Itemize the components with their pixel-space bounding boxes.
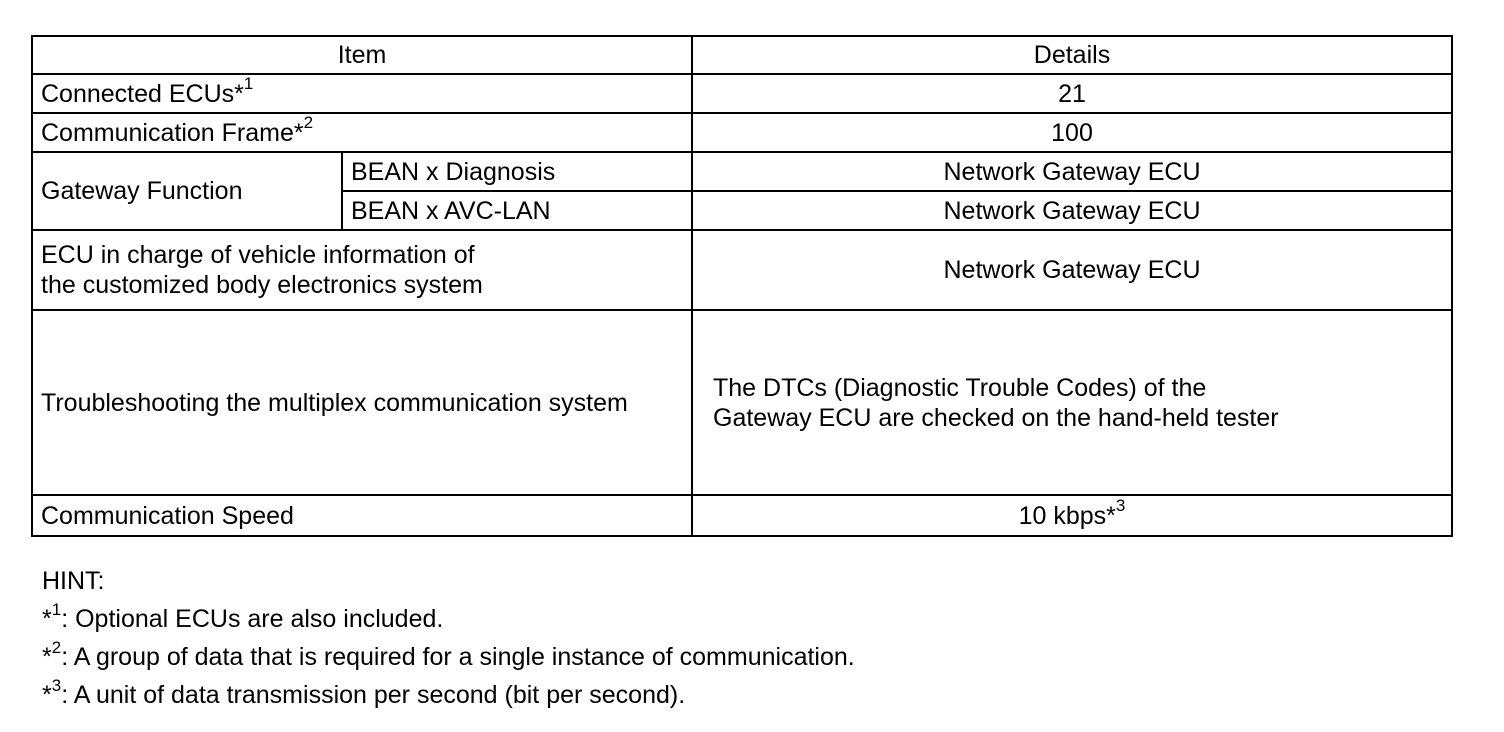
hint-note-1 (42, 600, 855, 638)
specification-table (31, 35, 1453, 537)
table-row-communication-frame (32, 113, 1452, 152)
footnote-ref-2: 2 (303, 113, 314, 133)
hint-note-1-text: : Optional ECUs are also included. (61, 605, 444, 633)
asterisk-mark: * (42, 643, 52, 671)
asterisk-mark: * (42, 681, 52, 709)
item-ecu-in-charge (32, 230, 692, 310)
details-troubleshooting-line2: Gateway ECU are checked on the hand-held tester (713, 403, 1279, 432)
subitem-bean-avc-lan: BEAN x AVC-LAN (342, 191, 692, 230)
table-row-ecu-in-charge (32, 230, 1452, 310)
details-bean-avc-lan: Network Gateway ECU (692, 191, 1452, 230)
details-communication-speed (692, 495, 1452, 536)
footnote-number-1: 1 (51, 599, 62, 619)
details-communication-speed-value: 10 kbps (1018, 501, 1107, 530)
details-troubleshooting (692, 310, 1452, 495)
details-ecu-in-charge: Network Gateway ECU (692, 230, 1452, 310)
details-troubleshooting-line1: The DTCs (Diagnostic Trouble Codes) of the (713, 373, 1207, 402)
item-troubleshooting: Troubleshooting the multiplex communication system (32, 310, 692, 495)
item-communication-frame (32, 113, 692, 152)
footnote-number-3: 3 (51, 675, 62, 695)
asterisk-mark: * (42, 605, 52, 633)
table-row-troubleshooting (32, 310, 1452, 495)
hint-note-3-text: : A unit of data transmission per second (bit per second). (61, 681, 686, 709)
hint-section (42, 562, 855, 714)
header-item: Item (32, 36, 692, 74)
hint-title: HINT: (42, 567, 105, 595)
item-ecu-in-charge-line1: ECU in charge of vehicle information of (41, 241, 475, 269)
table-row-connected-ecus (32, 74, 1452, 113)
header-details: Details (692, 36, 1452, 74)
item-connected-ecus-label: Connected ECUs (41, 79, 235, 108)
hint-note-2-text: : A group of data that is required for a single instance of communication. (61, 643, 855, 671)
asterisk-mark: * (234, 79, 244, 108)
footnote-number-2: 2 (51, 637, 62, 657)
table-row-gateway-bean-diagnosis (32, 152, 1452, 191)
details-connected-ecus: 21 (692, 74, 1452, 113)
item-ecu-in-charge-line2: the customized body electronics system (41, 271, 483, 299)
item-communication-speed: Communication Speed (32, 495, 692, 536)
footnote-ref-3: 3 (1115, 496, 1126, 516)
asterisk-mark: * (1106, 501, 1116, 530)
table-row-communication-speed (32, 495, 1452, 536)
details-communication-frame: 100 (692, 113, 1452, 152)
footnote-ref-1: 1 (243, 74, 254, 94)
hint-note-2 (42, 638, 855, 676)
hint-note-3 (42, 676, 855, 714)
details-bean-diagnosis: Network Gateway ECU (692, 152, 1452, 191)
subitem-bean-diagnosis: BEAN x Diagnosis (342, 152, 692, 191)
asterisk-mark: * (293, 118, 304, 147)
header-row (32, 36, 1452, 74)
item-communication-frame-label: Communication Frame (41, 118, 294, 147)
item-gateway-function: Gateway Function (32, 152, 342, 230)
item-connected-ecus (32, 74, 692, 113)
